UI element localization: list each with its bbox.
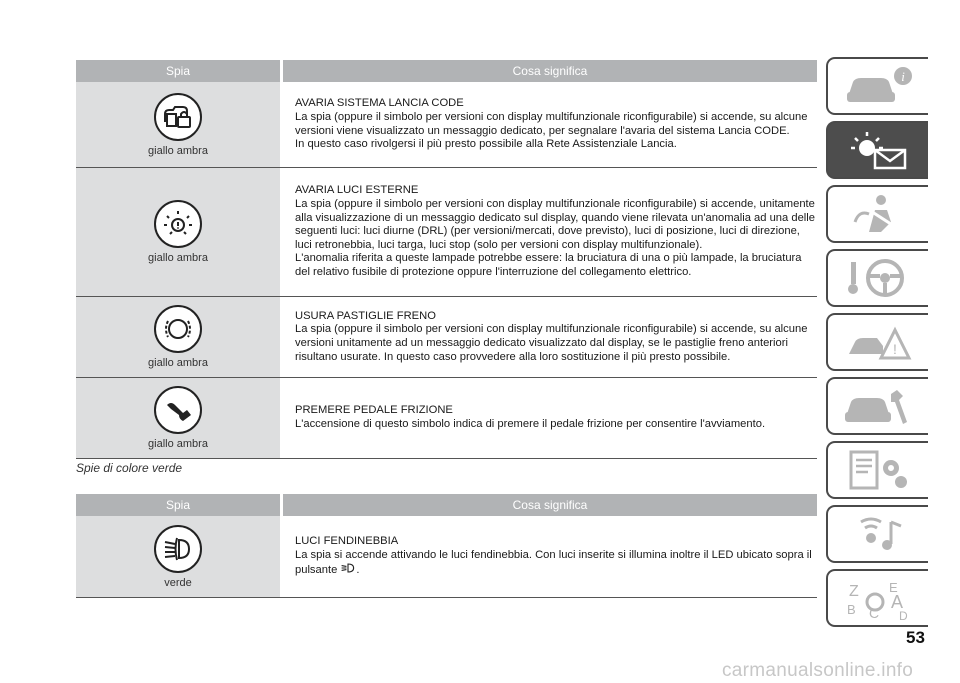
table-row (76, 378, 817, 459)
header-cosa-significa: Cosa significa (283, 494, 817, 516)
table-row (76, 82, 817, 168)
svg-text:C: C (869, 605, 880, 620)
lamp-color-label: verde (164, 576, 192, 589)
tab-emergency[interactable] (826, 313, 928, 371)
car-info-icon (841, 64, 915, 108)
header-spia: Spia (76, 494, 280, 516)
lamp-color-label: giallo ambra (148, 252, 208, 264)
multimedia-icon (841, 512, 915, 556)
row-text: La spia (oppure il simbolo per versioni con display multifunzionale riconfigurabile) si accende, su alcune versioni unitamente ad un messaggio dedicato visualizzato dal display, se le pastiglie freno anteriori risultano usurate. In questo caso provvedere alla loro sostituzione il più presto possibile. (295, 323, 808, 363)
specs-gear-icon (841, 448, 915, 492)
tab-starting-driving[interactable] (826, 249, 928, 307)
warning-lights-table-amber (76, 60, 817, 459)
lamp-color-label: giallo ambra (148, 144, 208, 157)
table-row (76, 168, 817, 297)
watermark: carmanualsonline.info (722, 660, 914, 681)
warning-lights-table-green (76, 494, 817, 598)
table-header (76, 494, 817, 516)
header-cosa-significa: Cosa significa (283, 60, 817, 82)
svg-text:Z: Z (849, 583, 859, 600)
row-text-wrap (295, 549, 817, 578)
svg-text:A: A (891, 592, 904, 612)
chapter-tabs (826, 57, 928, 633)
tab-warning-lights[interactable] (826, 121, 928, 179)
fog-light-button-icon (340, 564, 356, 576)
exterior-lights-fault-icon (154, 200, 202, 248)
table-row (76, 516, 817, 598)
tab-car-info[interactable] (826, 57, 928, 115)
page-number: 53 (906, 628, 925, 647)
row-text-2: In questo caso rivolgersi il più presto possibile alla Rete Assistenziale Lancia. (295, 138, 677, 151)
front-fog-lights-icon (154, 525, 202, 573)
row-title: AVARIA SISTEMA LANCIA CODE (295, 97, 464, 110)
row-text: L'accensione di questo simbolo indica di premere il pedale frizione per consentire l'avviamento. (295, 418, 766, 430)
warning-lights-icon (841, 128, 915, 172)
header-spia: Spia (76, 60, 280, 82)
row-text: La spia (oppure il simbolo per versioni con display multifunzionale riconfigurabile) si accende, su alcune versioni viene visualizzato un messaggio dedicato, per segnalare l'avaria del sistema Lancia CODE. (295, 110, 808, 137)
row-title: USURA PASTIGLIE FRENO (295, 309, 436, 322)
steering-wheel-icon (841, 256, 915, 300)
car-maintenance-icon (841, 384, 915, 428)
tab-technical-data[interactable] (826, 441, 928, 499)
index-icon (841, 576, 915, 620)
tab-safety[interactable] (826, 185, 928, 243)
brake-pad-wear-icon (154, 305, 202, 353)
tab-multimedia[interactable] (826, 505, 928, 563)
tab-maintenance[interactable] (826, 377, 928, 435)
row-text-end: . (356, 564, 360, 577)
row-title: AVARIA LUCI ESTERNE (295, 184, 419, 197)
lamp-color-label: giallo ambra (148, 438, 208, 450)
row-text: La spia si accende attivando le luci fendinebbia. Con luci inserite si illumina inoltre il LED ubicato sopra il pulsante (295, 548, 812, 577)
tab-index[interactable] (826, 569, 928, 627)
svg-text:E: E (889, 580, 898, 595)
safety-airbag-icon (841, 192, 915, 236)
row-title: PREMERE PEDALE FRIZIONE (295, 404, 453, 417)
svg-text:B: B (847, 602, 856, 617)
table-row (76, 297, 817, 378)
clutch-pedal-icon (154, 386, 202, 434)
section-title: Spie di colore verde (76, 461, 183, 475)
lamp-color-label: giallo ambra (148, 357, 208, 369)
svg-text:!: ! (893, 341, 897, 357)
lancia-code-icon (154, 93, 202, 141)
accident-emergency-icon (841, 320, 915, 364)
svg-text:i: i (901, 69, 905, 84)
table-header (76, 60, 817, 82)
row-title: LUCI FENDINEBBIA (295, 535, 399, 548)
row-text-2: L'anomalia riferita a queste lampade potrebbe essere: la bruciatura di una o più lampade, la bruciatura del relativo fusibile di protezione oppure l'interruzione del collegamento elettrico. (295, 252, 802, 278)
row-text: La spia (oppure il simbolo per versioni con display multifunzionale riconfigurabile) si accende, unitamente alla visualizzazione di un messaggio dedicato sul display, quando viene rilevata un'anomalia ad una delle seguenti luci: luci diurne (DRL) (per versioni/mercati, dove previsto), luci di posizione, luci di direzione, luci retronebbia, luci targa, luci stop (solo per versioni con display multifunzionale). (295, 198, 815, 251)
svg-text:D: D (899, 609, 908, 620)
